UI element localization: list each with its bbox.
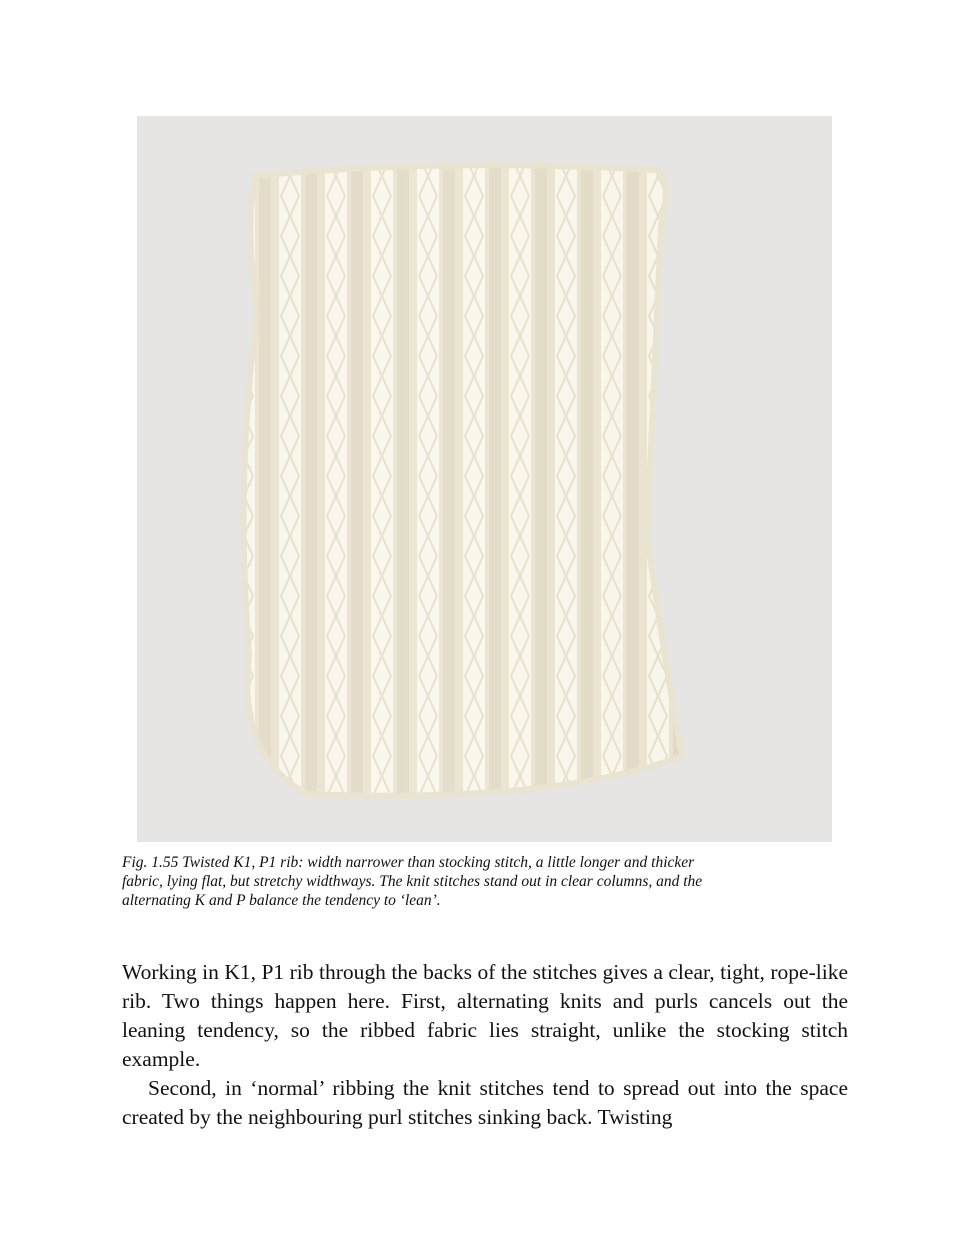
knitted-swatch-photo	[137, 116, 832, 842]
swatch-illustration	[137, 116, 832, 842]
paragraph: Second, in ‘normal’ ribbing the knit stitches tend to spread out into the space created by the neighbouring purl stitches sinking back. Twisting	[122, 1076, 848, 1129]
figure-caption: Fig. 1.55 Twisted K1, P1 rib: width narrower than stocking stitch, a little longer and thicker fabric, lying flat, but stretchy widthways. The knit stitches stand out in clear columns, and the alternating K and P balance the tendency to ‘lean’.	[122, 854, 703, 909]
paragraph: Working in K1, P1 rib through the backs of the stitches gives a clear, tight, rope-like rib. Two things happen here. First, alternating knits and purls cancels out the leaning tendency, so the ribbed fabric lies straight, unlike the stocking stitch example.	[122, 960, 848, 1071]
body-text	[122, 958, 848, 1132]
